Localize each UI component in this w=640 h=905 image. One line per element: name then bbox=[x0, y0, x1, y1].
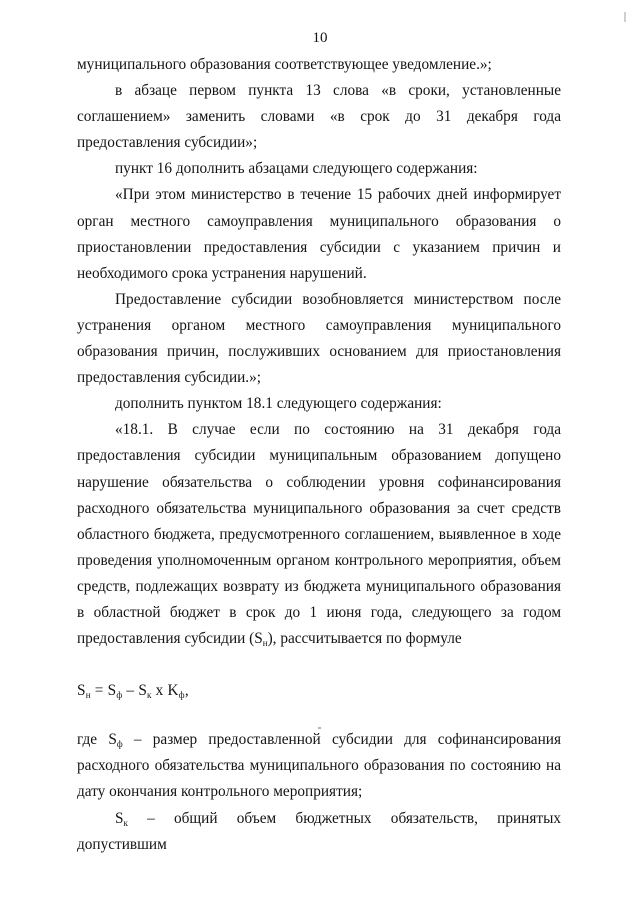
document-body bbox=[77, 52, 561, 858]
scan-corner-mark bbox=[624, 12, 626, 22]
definition-sk-symbol: S bbox=[115, 809, 124, 827]
definition-sf-sub: ф bbox=[116, 739, 123, 750]
paragraph-7 bbox=[77, 417, 561, 652]
definition-sf-symbol: S bbox=[108, 731, 117, 749]
definition-sk-sub: к bbox=[123, 817, 128, 828]
paragraph-1: муниципального образования соответствующее уведомление.»; bbox=[77, 56, 492, 73]
formula-sub-f: ф bbox=[116, 690, 123, 701]
formula-sub-k: к bbox=[147, 690, 152, 701]
formula-k-f: K bbox=[167, 682, 179, 700]
paragraph-7-tail: ), рассчитывается по формуле bbox=[267, 630, 462, 648]
paragraph-7-text: «18.1. В случае если по состоянию на 31 декабря года предоставления субсидии муниципальным образованием допущено нарушение обязательства о соблюдении уровня софинансирования расходного обязательства муниципального образования за счет средств областного бюджета, предусмотренного соглашением, выявленное в ходе проведения уполномоченным органом контрольного мероприятия, объем средств, подлежащих возврату из бюджета муниципального образования в областной бюджет в срок до 1 июня года, следующего за годом предоставления субсидии (S bbox=[77, 421, 561, 648]
page-number: 10 bbox=[312, 30, 328, 46]
paragraph-6: дополнить пунктом 18.1 следующего содержания: bbox=[115, 395, 442, 413]
definition-sk bbox=[77, 806, 561, 858]
formula-s-n: S bbox=[77, 682, 86, 700]
formula-times: х bbox=[151, 682, 168, 700]
paragraph-5: Предоставление субсидии возобновляется министерством после устранения органом местного самоуправления муниципального образования причин, послуживших основанием для приостановления предоставления субсидии.»; bbox=[77, 290, 561, 387]
formula-sub-n: н bbox=[85, 690, 91, 701]
formula-equals: = bbox=[90, 682, 108, 700]
formula-minus: – bbox=[122, 682, 139, 700]
formula bbox=[77, 678, 561, 708]
formula-end: , bbox=[184, 682, 189, 700]
definition-sf-text: – размер предоставленной субсидии для софинансирования расходного обязательства муниципального образования по состоянию на дату окончания контрольного мероприятия; bbox=[77, 731, 561, 801]
definition-sf bbox=[77, 727, 561, 805]
formula-s-k: S bbox=[138, 682, 148, 700]
scan-dot-mark bbox=[318, 727, 321, 729]
paragraph-4: «При этом министерство в течение 15 рабочих дней информирует орган местного самоуправления муниципального образования о приостановлении предоставления субсидии с указанием причин и необходимого срока устранения нарушений. bbox=[77, 186, 561, 282]
paragraph-2: в абзаце первом пункта 13 слова «в сроки, установленные соглашением» заменить словами «в срок до 31 декабря года предоставления субсидии»; bbox=[77, 82, 561, 152]
subscript-n: н bbox=[262, 638, 268, 649]
formula-s-f: S bbox=[107, 682, 117, 700]
definition-where: где bbox=[77, 731, 109, 749]
paragraph-3: пункт 16 дополнить абзацами следующего содержания: bbox=[115, 160, 478, 178]
definition-sk-text: – общий объем бюджетных обязательств, принятых допустившим bbox=[77, 809, 561, 853]
formula-sub-kf: ф bbox=[178, 690, 185, 701]
